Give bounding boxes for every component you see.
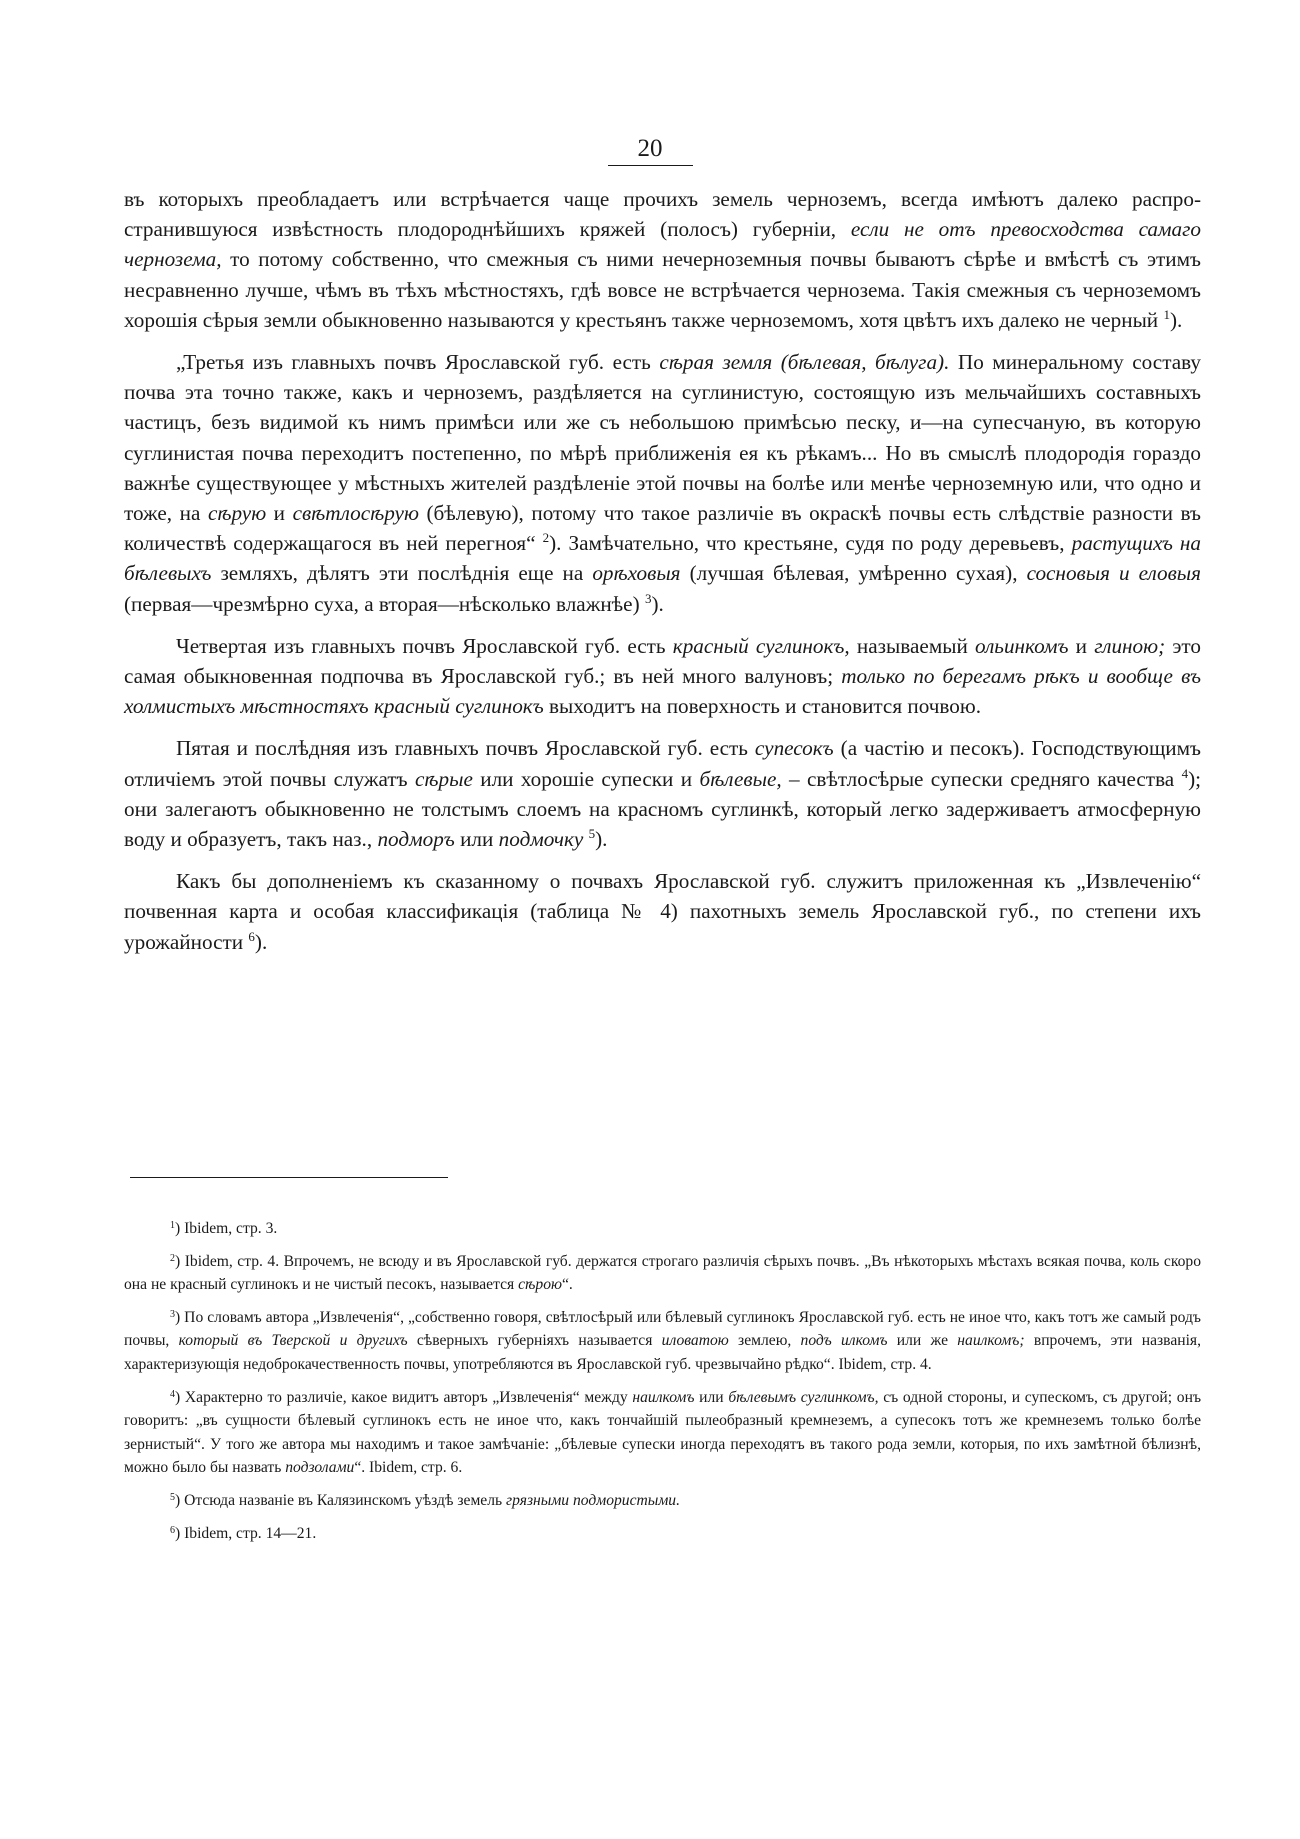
footnote-number: 5 [170,1491,175,1503]
emphasis: подъ илкомъ [800,1332,888,1350]
emphasis: наилкомъ; [957,1332,1025,1350]
emphasis: супесокъ [754,736,834,761]
footnote-2: $^2$) Ibidem, стр. 4. Впрочемъ, не всюду и въ Ярославской губ. держатся строгаго различія сѣрыхъ почвъ. „Въ нѣкоторыхъ мѣстахъ всякая почва, коль скоро она не красный суглинокъ и не чистый песокъ, называется сѣрою“. [124,1252,1201,1294]
emphasis: сѣрые [414,766,473,791]
paragraph-5: Какъ бы дополненіемъ къ сказанному о почвахъ Ярославской губ. служитъ приложенная къ „Извлеченію“ почвенная карта и особая классификація (таблица № 4) пахотныхъ земель Ярославской губ., по степени ихъ урожайности $^6$). [124,869,1201,954]
footnote-divider [130,1177,448,1178]
footnote-ref-4[interactable]: 4 [1181,765,1189,781]
emphasis: подзолами [285,1459,355,1477]
emphasis: который въ Тверской и другихъ [178,1332,408,1350]
footnote-ref-2[interactable]: 2 [542,530,550,546]
footnote-3: $^3$) По словамъ автора „Извлеченія“, „собственно говоря, свѣтлосѣрый или бѣлевый суглинокъ Ярославской губ. есть не иное что, какъ тотъ же самый родъ почвы, который въ Тверской и другихъ сѣверныхъ губерніяхъ называется иловатою землею, подъ илкомъ или же наилкомъ; впрочемъ, эти названія, характеризующія недоброкачественность почвы, употребляются въ Ярославской губ. чрезвычайно рѣдко“. Ibidem, стр. 4. [124,1308,1201,1373]
emphasis: иловатою [661,1332,729,1350]
emphasis: наилкомъ [632,1388,695,1406]
footnote-ref-6[interactable]: 6 [248,928,255,944]
emphasis: сѣрая земля (бѣлевая, бѣлуга). [659,350,950,375]
emphasis: ольинкомъ [975,633,1069,658]
paragraph-2: „Третья изъ главныхъ почвъ Ярославской губ. есть сѣрая земля (бѣлевая, бѣлуга). По минеральному составу почва эта точно также, какъ и черноземъ, раздѣляется на суглинистую, состоящую изъ мельчайшихъ составныхъ частицъ, безъ видимой къ нимъ примѣси или же съ небольшою примѣсью песку, и—на супесчаную, въ которую суглинистая почва переходитъ постепенно, по мѣрѣ приближенія ея къ рѣкамъ... Но въ смыслѣ плодородія гораздо важнѣе существующее у мѣстныхъ жителей раздѣленіе этой почвы на болѣе или менѣе черноземную или, что одно и тоже, на сѣрую и свѣтлосѣрую (бѣлевую), потому что такое различіе въ окраскѣ почвы есть слѣдствіе разности въ количествѣ содержащагося въ ней перегноя“ $^2$). Замѣчательно, что крестьяне, судя по роду деревьевъ, растущихъ на бѣлевыхъ земляхъ, дѣлятъ эти послѣднія еще на орѣховыя (лучшая бѣлевая, умѣренно сухая), сосновыя и еловыя (первая—чрезмѣрно суха, а вторая—нѣсколько влажнѣе) $^3$). [124,350,1202,616]
emphasis: грязными подмористыми. [506,1491,680,1509]
footnote-1: $^1$) Ibidem, стр. 3. [170,1220,278,1237]
footnote-4: $^4$) Характерно то различіе, какое видитъ авторъ „Извлеченія“ между наилкомъ или бѣлевымъ суглинкомъ, съ одной стороны, и супескомъ, съ другой; онъ говоритъ: „въ сущности бѣлевый суглинокъ есть не иное что, какъ тончайшій пылеобразный кремнеземъ, а супесокъ тотъ же кремнеземъ только болѣе зернистый“. У того же автора мы находимъ и такое замѣчаніе: „бѣлевые супески иногда переходятъ въ такого рода земли, которыя, по ихъ замѣтной бѣлизнѣ, можно было бы назвать подзолами“. Ibidem, стр. 6. [124,1388,1202,1477]
emphasis: сосновыя и еловыя [1026,561,1201,586]
emphasis: только по берегамъ рѣкъ и вообще въ холмистыхъ мѣстностяхъ красный суглинокъ [124,664,1201,719]
emphasis: если не отъ превосходства самаго чернозема, [124,217,1201,272]
emphasis: подмочку [498,827,584,852]
emphasis: сѣрою [518,1276,563,1294]
footnotes [124,1217,1201,1554]
footnote-number: 3 [170,1308,175,1320]
footnote-ref-1[interactable]: 1 [1163,306,1170,322]
footnote-number: 2 [170,1252,175,1264]
emphasis: сѣрую [207,501,267,526]
emphasis: бѣлевымъ суглинкомъ, [728,1388,879,1406]
footnote-number: 4 [170,1388,175,1400]
footnote-5: $^5$) Отсюда названіе въ Калязинскомъ уѣздѣ земель грязными подмористыми. [170,1491,680,1509]
paragraph-4: Пятая и послѣдняя изъ главныхъ почвъ Ярославской губ. есть супесокъ (а частію и песокъ). Господствующимъ отличіемъ этой почвы служатъ сѣрые или хорошіе супески и бѣлевые, – свѣтлосѣрые супески средняго качества $^4$); они залегаютъ обыкновенно не толстымъ слоемъ на красномъ суглинкѣ, который легко задерживаетъ атмосферную воду и образуетъ, такъ наз., подморъ или подмочку $^5$). [124,736,1202,852]
footnote-ref-3[interactable]: 3 [644,590,652,606]
emphasis: подморъ [377,827,455,852]
footnote-number: 1 [170,1220,175,1231]
emphasis: орѣховыя [592,561,681,586]
emphasis: глиною; [1094,633,1166,658]
emphasis: растущихъ на бѣлевыхъ [124,531,1202,586]
footnote-number: 6 [170,1524,175,1536]
emphasis: свѣтлосѣрую [292,501,419,526]
emphasis: бѣлевые, [699,766,782,791]
paragraph-1: въ которыхъ преобладаетъ или встрѣчается чаще прочихъ земель черноземъ, всегда имѣютъ далеко распространившуюся извѣстность плодороднѣйшихъ кряжей (полосъ) губерніи, если не отъ превосходства самаго чернозема, то потому собственно, что смежныя съ ними нечерноземныя почвы бываютъ сѣрѣе и вмѣстѣ съ этимъ несравненно лучше, чѣмъ въ тѣхъ мѣстностяхъ, гдѣ вовсе не встрѣчается чернозема. Такія смежныя съ черноземомъ хорошія сѣрыя земли обыкновенно называются у крестьянъ также черноземомъ, хотя цвѣтъ ихъ далеко не черный $^1$). [124,187,1201,332]
footnote-6: $^6$) Ibidem, стр. 14—21. [170,1524,317,1542]
page-number: 20 [0,134,1300,166]
emphasis: красный суглинокъ, [672,633,850,658]
main-text [124,184,1201,969]
footnote-ref-5[interactable]: 5 [588,826,596,842]
paragraph-3: Четвертая изъ главныхъ почвъ Ярославской губ. есть красный суглинокъ, называемый ольинкомъ и глиною; это самая обыкновенная подпочва въ Ярославской губ.; въ ней много валуновъ; только по берегамъ рѣкъ и вообще въ холмистыхъ мѣстностяхъ красный суглинокъ выходитъ на поверхность и становится почвою. [124,633,1202,719]
